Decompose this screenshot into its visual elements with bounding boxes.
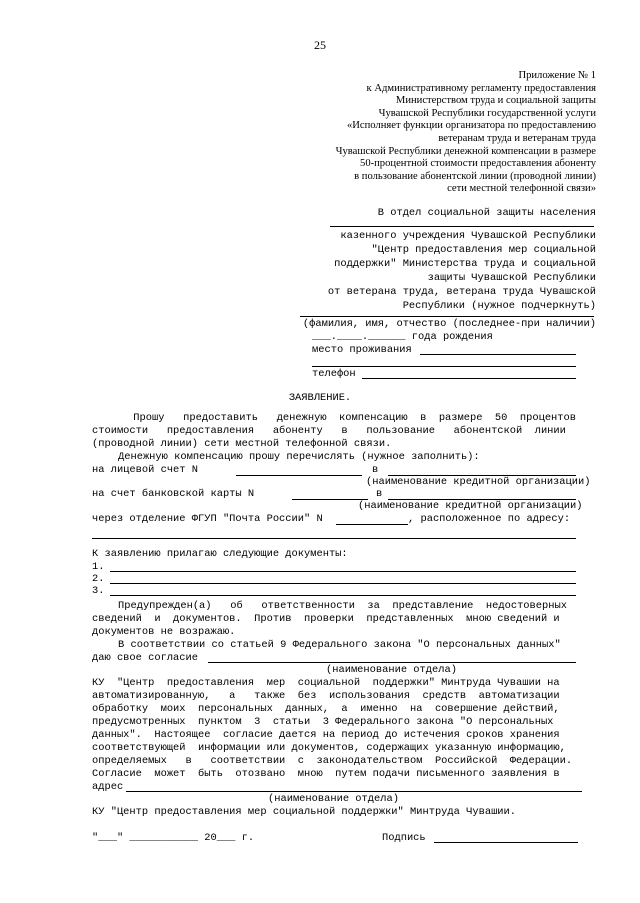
document-item-number: 1. bbox=[92, 561, 105, 573]
card-number-field[interactable] bbox=[292, 499, 368, 500]
consent-text: обработку моих персональных данных, а именно на совершение действий, bbox=[92, 703, 560, 715]
consent-text: предусмотренных пунктом 3 статьи 3 Федерального закона "О персональных bbox=[92, 716, 554, 728]
post-label: через отделение ФГУП "Почта России" N bbox=[92, 513, 323, 525]
appendix-line: в пользование абонентской линии (проводной линии) bbox=[354, 170, 596, 182]
bank-caption: (наименование кредитной организации) bbox=[366, 476, 591, 488]
addressee-line: "Центр предоставления мер социальной bbox=[371, 244, 596, 256]
addressee-line: защиты Чувашской Республики bbox=[427, 272, 596, 284]
addressee-line: поддержки" Министерства труда и социальной bbox=[334, 258, 596, 270]
warning-text: Предупрежден(а) об ответственности за представление недостоверных bbox=[118, 600, 567, 612]
card-label: на счет банковской карты N bbox=[92, 488, 255, 500]
appendix-header bbox=[296, 70, 596, 196]
addressee-line: от ветерана труда, ветерана труда Чувашской bbox=[327, 286, 596, 298]
warning-text: сведений и документов. Против проверки представленных мною сведений и bbox=[92, 613, 560, 625]
consent-text: Согласие может быть отозвано мною путем подачи письменного заявления в bbox=[92, 768, 560, 780]
request-text: Прошу предоставить денежную компенсацию в размере 50 процентов bbox=[133, 412, 576, 424]
phone-field[interactable] bbox=[362, 378, 576, 379]
card-in-label: в bbox=[376, 488, 383, 500]
consent-text: определяемых в соответствии с законодательством Российской Федерации. bbox=[92, 755, 573, 767]
signature-label: Подпись bbox=[382, 832, 426, 844]
consent-text: автоматизированную, а также без использования средств автоматизации bbox=[92, 690, 560, 702]
appendix-line: Приложение № 1 bbox=[518, 70, 596, 81]
fio-caption: (фамилия, имя, отчество (последнее-при наличии) bbox=[302, 318, 596, 330]
document-item-number: 2. bbox=[92, 573, 105, 585]
residence-field[interactable] bbox=[420, 354, 576, 355]
consent-text: данных". Настоящее согласие дается на период до истечения сроков хранения bbox=[92, 729, 560, 741]
request-text: (проводной линии) сети местной телефонной связи. bbox=[92, 438, 392, 450]
addressee-line: Республики (нужное подчеркнуть) bbox=[402, 300, 596, 312]
residence-label: место проживания bbox=[312, 344, 412, 356]
final-line: КУ "Центр предоставления мер социальной поддержки" Минтруда Чувашии. bbox=[92, 806, 517, 818]
address-label: адрес bbox=[92, 781, 124, 793]
appendix-line: Чувашской Республики денежной компенсации в размере bbox=[335, 145, 596, 157]
post-address-field[interactable] bbox=[92, 538, 576, 539]
addressee-line: В отдел социальной защиты населения bbox=[377, 207, 596, 219]
consent-text: соответствующей информации или документов, содержащих указанную информацию, bbox=[92, 742, 566, 754]
document-item-field[interactable] bbox=[110, 583, 576, 584]
transfer-line: Денежную компенсацию прошу перечислять (нужное заполнить): bbox=[118, 451, 480, 463]
appendix-line: 50-процентной стоимости предоставления абоненту bbox=[360, 158, 596, 170]
appendix-line: Чувашской Республики государственной услуги bbox=[378, 107, 596, 119]
appendix-line: Министерством труда и социальной защиты bbox=[395, 95, 596, 107]
document-item-field[interactable] bbox=[110, 571, 576, 572]
department-field[interactable] bbox=[208, 662, 576, 663]
fio-field[interactable] bbox=[300, 316, 594, 317]
account-label: на лицевой счет N bbox=[92, 464, 199, 476]
address-field[interactable] bbox=[126, 791, 582, 792]
phone-label: телефон bbox=[312, 368, 356, 380]
appendix-line: ветеранам труда и ветеранам труда bbox=[438, 132, 596, 144]
birth-date-field[interactable]: ___.____.______ года рождения bbox=[312, 331, 493, 343]
agree-label: даю свое согласие bbox=[92, 652, 199, 664]
post-office-number-field[interactable] bbox=[336, 524, 408, 525]
law-reference: В соответствии со статьей 9 Федерального закона "О персональных данных" bbox=[118, 639, 561, 651]
account-number-field[interactable] bbox=[236, 475, 362, 476]
residence-field-2[interactable] bbox=[312, 366, 576, 367]
documents-header: К заявлению прилагаю следующие документы: bbox=[92, 548, 348, 560]
signature-field[interactable] bbox=[434, 842, 578, 843]
consent-text: КУ "Центр предоставления мер социальной поддержки" Минтруда Чувашии на bbox=[92, 677, 560, 689]
appendix-line: к Административному регламенту предоставления bbox=[366, 82, 596, 94]
blank-line[interactable] bbox=[330, 226, 594, 227]
department-caption-2: (наименование отдела) bbox=[268, 793, 399, 805]
document-item-number: 3. bbox=[92, 585, 105, 597]
post-address-label: , расположенное по адресу: bbox=[408, 513, 571, 525]
appendix-line: «Исполняет функции организатора по предоставлению bbox=[346, 120, 596, 132]
in-label: в bbox=[372, 464, 379, 476]
department-caption: (наименование отдела) bbox=[326, 664, 457, 676]
document-item-field[interactable] bbox=[110, 595, 576, 596]
bank-caption-2: (наименование кредитной организации) bbox=[358, 500, 583, 512]
document-title: ЗАЯВЛЕНИЕ. bbox=[288, 392, 352, 404]
addressee-line: казенного учреждения Чувашской Республики bbox=[340, 230, 596, 242]
request-text: стоимости предоставления абоненту в пользование абонентской линии bbox=[92, 425, 566, 437]
date-field[interactable]: "___" ___________ 20___ г. bbox=[92, 832, 255, 844]
warning-text: документов не возражаю. bbox=[92, 626, 236, 638]
page-number: 25 bbox=[314, 38, 326, 52]
appendix-line: сети местной телефонной связи» bbox=[447, 183, 596, 195]
